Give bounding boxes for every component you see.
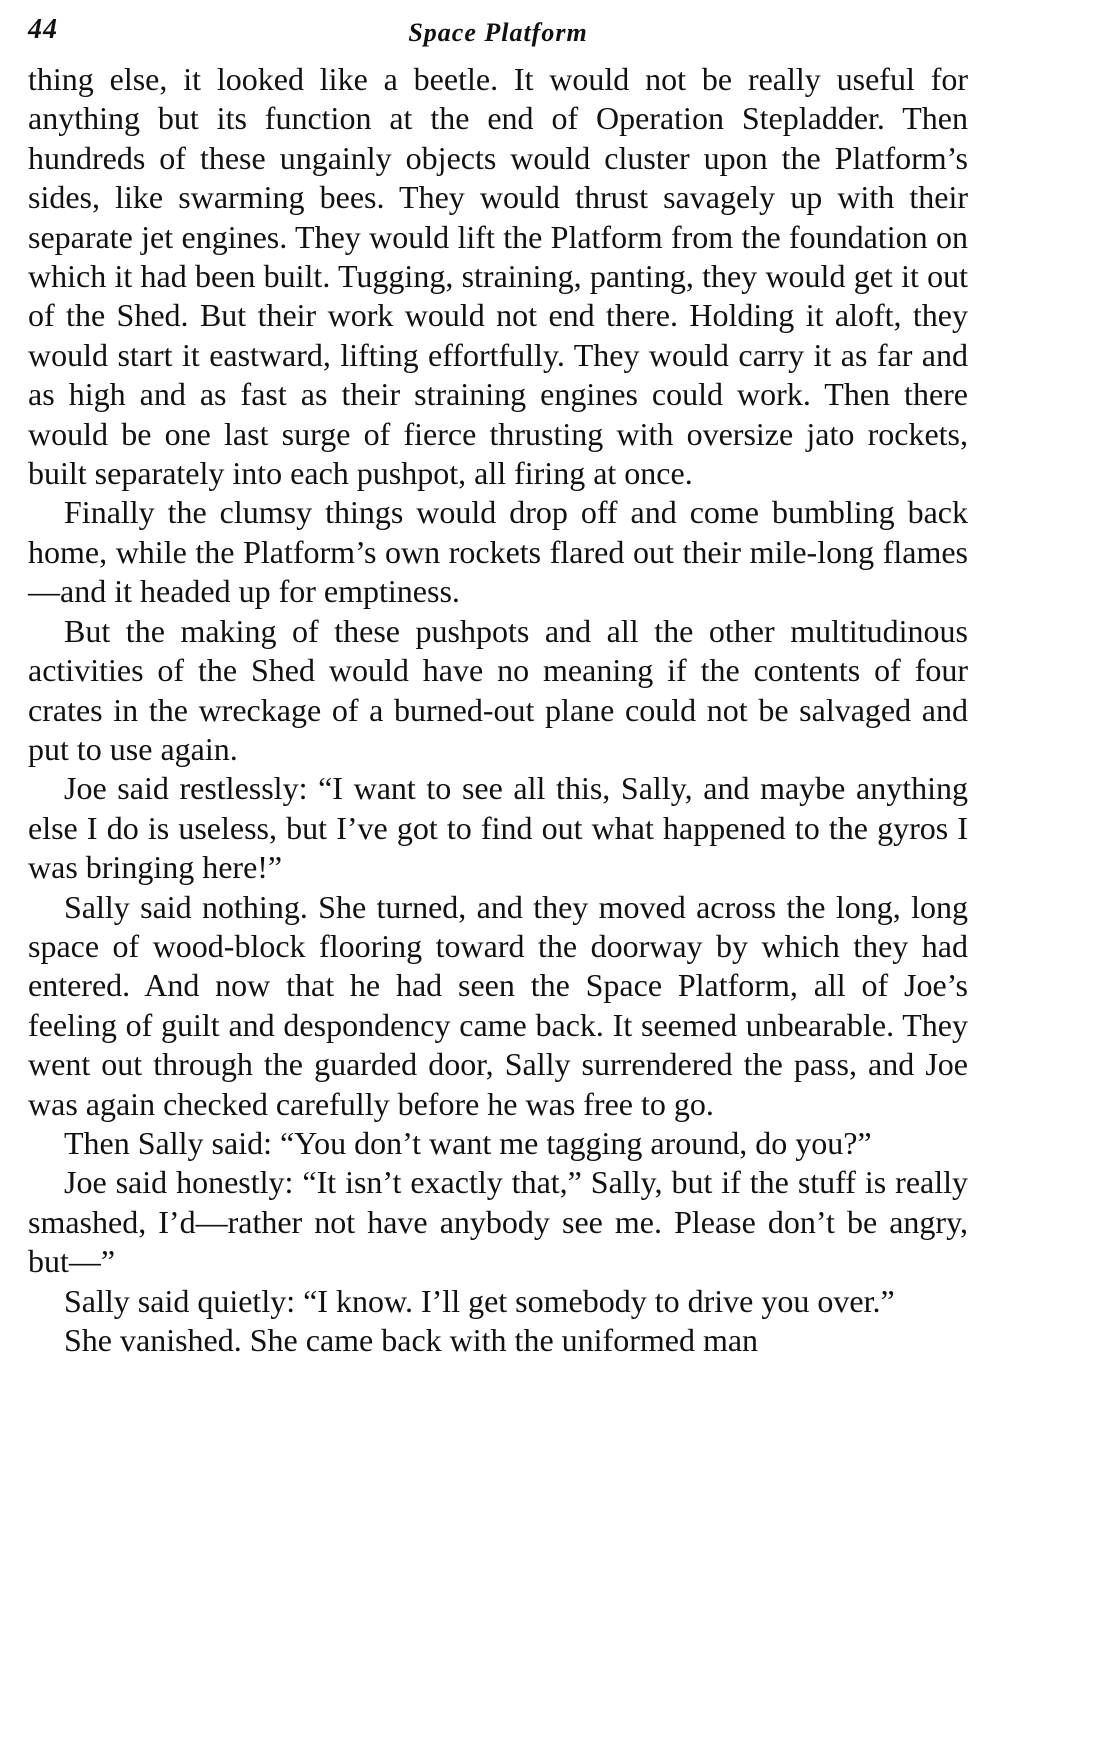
running-head [28,14,968,56]
book-title: Space Platform [408,18,588,47]
paragraph: Finally the clumsy things would drop off and come bumbling back home, while the Platform’s own rockets flared out their mile-long flames—and it headed up for emptiness. [28,494,968,610]
body-text [28,60,968,1360]
book-page [28,14,968,1360]
paragraph: But the making of these pushpots and all the other multitudinous activities of the Shed would have no meaning if the contents of four crates in the wreckage of a burned-out plane could not be salvaged and put to use again. [28,612,968,767]
paragraph: Then Sally said: “You don’t want me tagging around, do you?” [64,1124,872,1161]
paragraph: Sally said quietly: “I know. I’ll get somebody to drive you over.” [64,1282,895,1319]
page-number: 44 [28,14,58,45]
paragraph: She vanished. She came back with the uniformed man [64,1322,759,1358]
paragraph: thing else, it looked like a beetle. It would not be really useful for anything but its function at the end of Operation Stepladder. Then hundreds of these ungainly objects would cluster upon the Platform’s sides, like swarming bees. They would thrust savagely up with their separate jet engines. They would lift the Platform from the foundation on which it had been built. Tugging, straining, panting, they would get it out of the Shed. But their work would not end there. Holding it aloft, they would start it eastward, lifting effortfully. They would carry it as far and as high and as fast as their straining engines could work. Then there would be one last surge of fierce thrusting with oversize jato rockets, built separately into each pushpot, all firing at once. [28,61,968,492]
paragraph: Joe said restlessly: “I want to see all this, Sally, and maybe anything else I do is useless, but I’ve got to find out what happened to the gyros I was bringing here!” [28,770,968,886]
paragraph: Sally said nothing. She turned, and they moved across the long, long space of wood-block flooring toward the doorway by which they had entered. And now that he had seen the Space Platform, all of Joe’s feeling of guilt and despondency came back. It seemed unbearable. They went out through the guarded door, Sally surrendered the pass, and Joe was again checked carefully before he was free to go. [28,888,968,1122]
paragraph: Joe said honestly: “It isn’t exactly that,” Sally, but if the stuff is really smashed, I’d—rather not have anybody see me. Please don’t be angry, but—” [28,1164,968,1280]
